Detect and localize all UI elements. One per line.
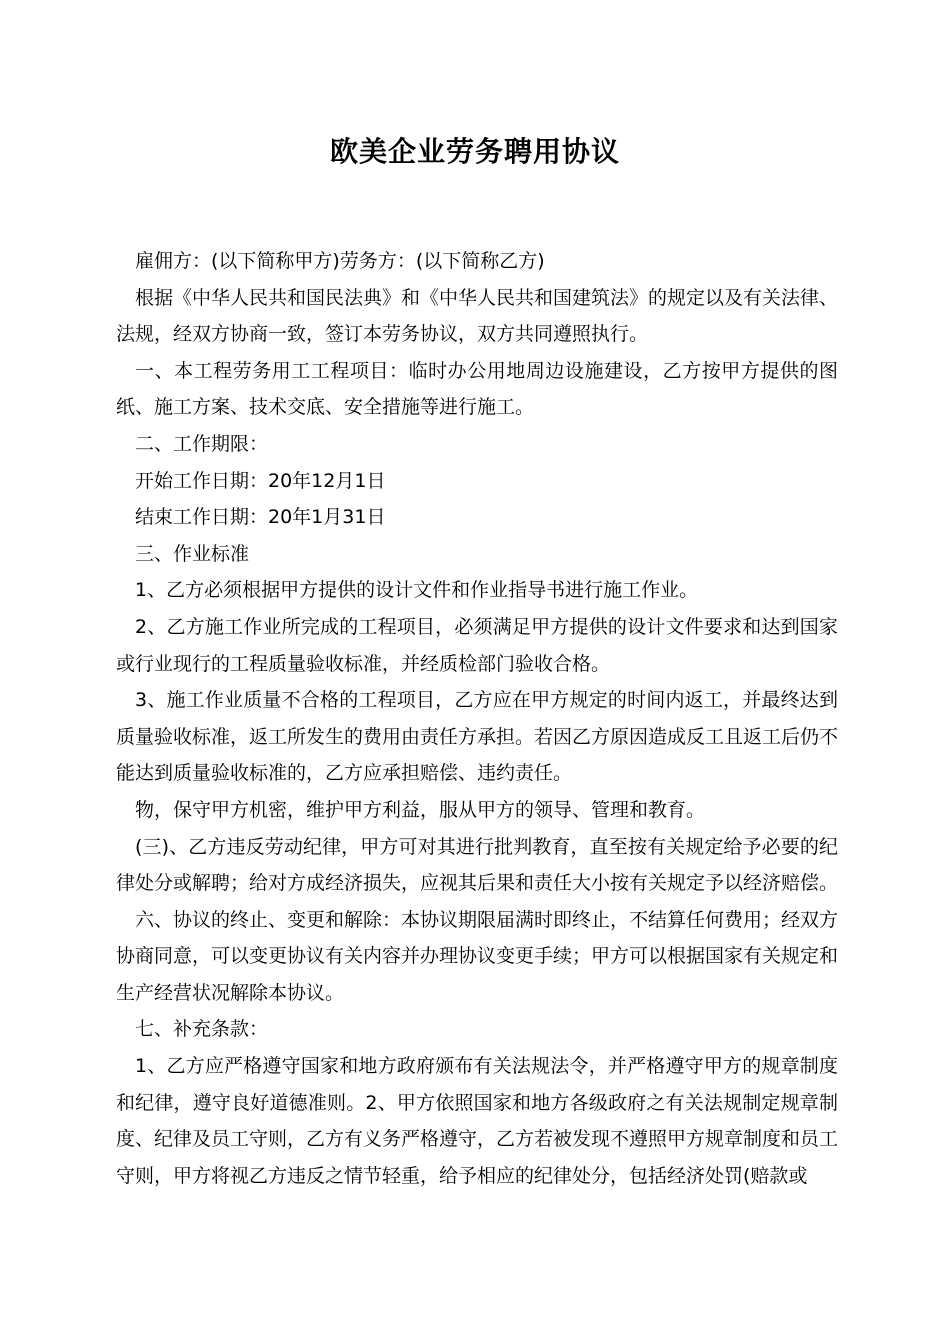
paragraph-start-date: 开始工作日期：20年12月1日 [135, 469, 386, 492]
paragraph-standard-2: 2、乙方施工作业所完成的工程项目，必须满足甲方提供的设计文件要求和达到国家或行业现行的工程质量验收标准，并经质检部门验收合格。 [116, 615, 838, 675]
paragraph-supplementary-heading: 七、补充条款： [135, 1018, 269, 1041]
paragraph-end-date: 结束工作日期：20年1月31日 [135, 506, 386, 529]
paragraph-termination: 六、协议的终止、变更和解除：本协议期限届满时即终止，不结算任何费用；经双方协商同意，可以变更协议有关内容并办理协议变更手续；甲方可以根据国家有关规定和生产经营状况解除本协议。 [116, 908, 839, 1004]
paragraph-standard-1: 1、乙方必须根据甲方提供的设计文件和作业指导书进行施工作业。 [135, 579, 699, 602]
paragraph-parties: 雇佣方：(以下简称甲方)劳务方：(以下简称乙方) [135, 250, 545, 272]
paragraph-supplementary-1: 1、乙方应严格遵守国家和地方政府颁布有关法规法令，并严格遵守甲方的规章制度和纪律，遵守良好道德准则。2、甲方依照国家和地方各级政府之有关法规制定规章制度、纪律及员工守则，乙方有义务严格遵守，乙方若被发现不遵照甲方规章制度和员工守则，甲方将视乙方违反之情节轻重，给予相应的纪律处分，包括经济处罚(赔款或 [116, 1055, 839, 1187]
paragraph-confidentiality: 物，保守甲方机密，维护甲方利益，服从甲方的领导、管理和教育。 [135, 798, 706, 821]
paragraph-standard-3: 3、施工作业质量不合格的工程项目，乙方应在甲方规定的时间内返工，并最终达到质量验收标准，返工所发生的费用由责任方承担。若因乙方原因造成反工且返工后仍不能达到质量验收标准的，乙方应承担赔偿、违约责任。 [116, 689, 839, 785]
paragraph-term-heading: 二、工作期限： [135, 432, 269, 455]
paragraph-discipline: (三)、乙方违反劳动纪律，甲方可对其进行批判教育，直至按有关规定给予必要的纪律处分或解聘；给对方成经济损失，应视其后果和责任大小按有关规定予以经济赔偿。 [116, 835, 839, 895]
paragraph-legal-basis: 根据《中华人民共和国民法典》和《中华人民共和国建筑法》的规定以及有关法律、法规，经双方协商一致，签订本劳务协议，双方共同遵照执行。 [116, 286, 839, 346]
document-body [116, 243, 838, 1194]
paragraph-project: 一、本工程劳务用工工程项目：临时办公用地周边设施建设，乙方按甲方提供的图纸、施工方案、技术交底、安全措施等进行施工。 [116, 359, 838, 419]
document-title: 欧美企业劳务聘用协议 [329, 135, 620, 168]
paragraph-standards-heading: 三、作业标准 [135, 542, 250, 565]
